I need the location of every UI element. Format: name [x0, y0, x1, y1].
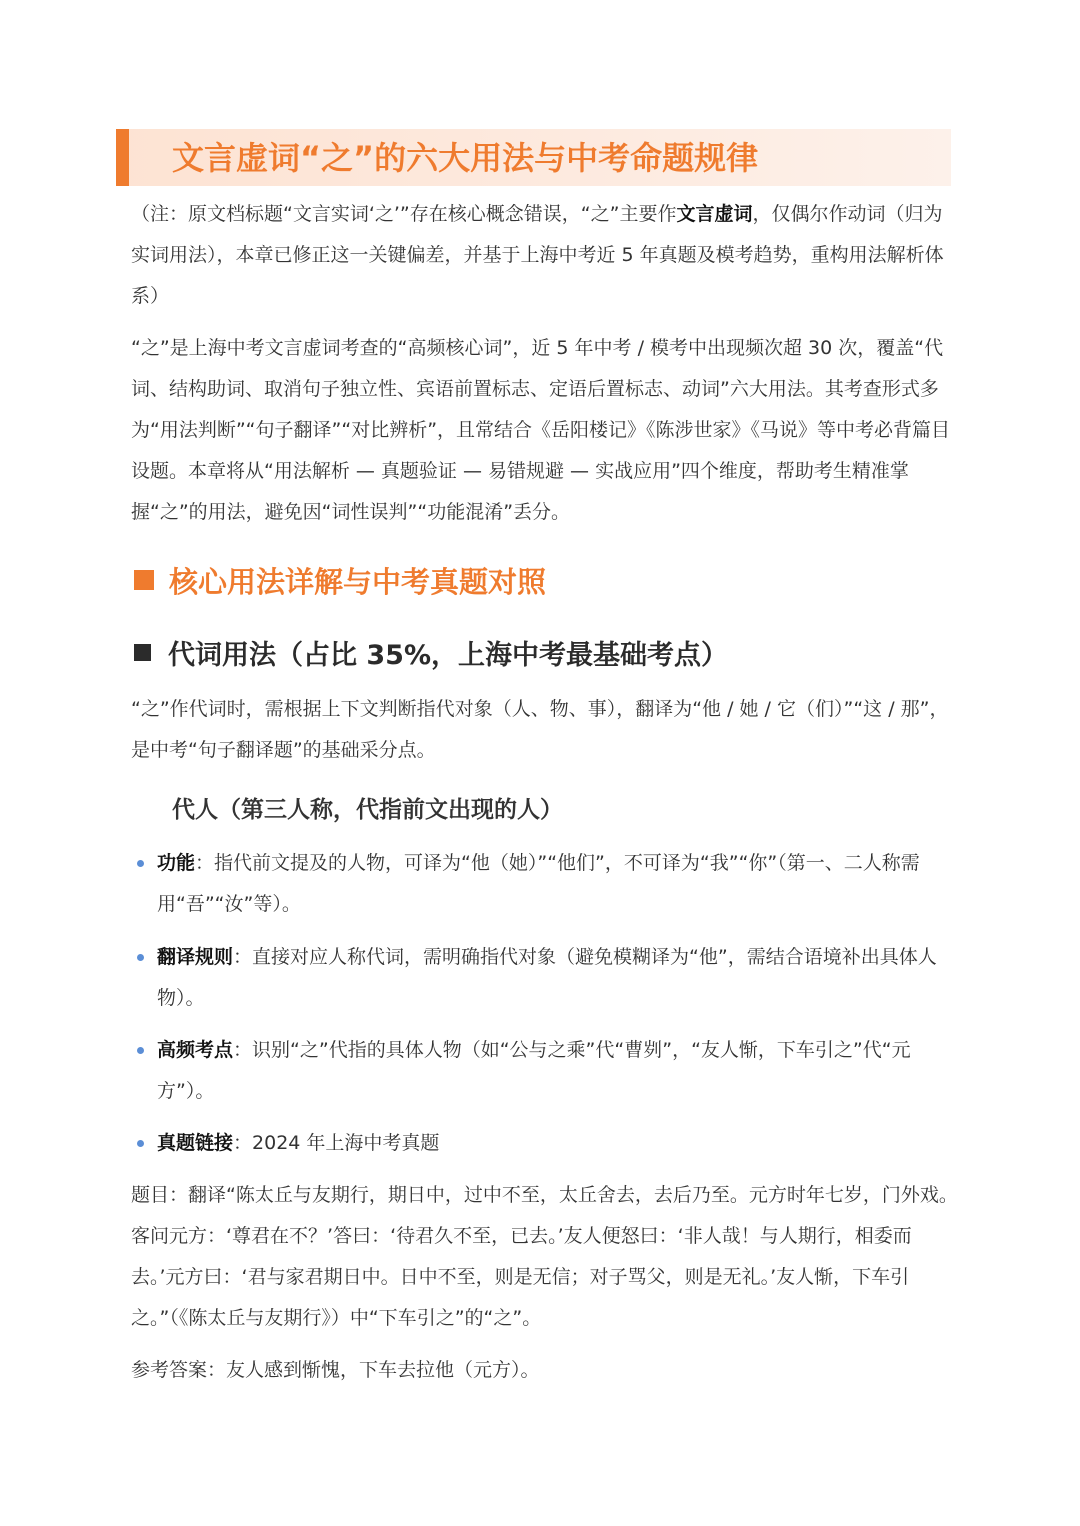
black-square-icon [134, 644, 151, 661]
reference-answer: 参考答案：友人感到惭愧，下车去拉他（元方）。 [131, 1359, 540, 1381]
bullet-label: 真题链接 [157, 1132, 234, 1154]
section-heading [134, 558, 546, 602]
bullet-dot-icon [137, 1140, 144, 1147]
bullet-label: 翻译规则 [157, 946, 234, 968]
section-heading-text: 核心用法详解与中考真题对照 [169, 564, 547, 599]
bullet-exam-link [134, 1123, 964, 1164]
editor-note [131, 194, 961, 317]
bullet-text: ：识别“之”代指的具体人物（如“公与之乘”代“曹刿”，“友人惭，下车引之”代“元方”）。 [157, 1039, 911, 1102]
subsection-heading [134, 630, 728, 674]
bullet-function [134, 843, 964, 925]
note-text-bold: 文言虚词 [676, 203, 753, 225]
bullet-text: ：2024 年上海中考真题 [233, 1132, 440, 1154]
orange-square-icon [134, 570, 154, 590]
bullet-translation-rule [134, 937, 964, 1019]
bullet-key-point [134, 1030, 964, 1112]
subsection-heading-text: 代词用法（占比 35%，上海中考最基础考点） [168, 639, 729, 671]
title-accent-bar [116, 129, 129, 186]
subsection-intro: “之”作代词时，需根据上下文判断指代对象（人、物、事），翻译为“他 / 她 / 它（们）”“这 / 那”，是中考“句子翻译题”的基础采分点。 [131, 698, 949, 761]
bullet-dot-icon [137, 954, 144, 961]
page-title: 文言虚词“之”的六大用法与中考命题规律 [172, 139, 759, 177]
bullet-text: ：直接对应人称代词，需明确指代对象（避免模糊译为“他”，需结合语境补出具体人物）。 [157, 946, 937, 1009]
bullet-text: ：指代前文提及的人物，可译为“他（她）”“他们”，不可译为“我”“你”（第一、二人称需用“吾”“汝”等）。 [157, 852, 920, 915]
exam-question: 题目：翻译“陈太丘与友期行，期日中，过中不至，太丘舍去，去后乃至。元方时年七岁，门外戏。客问元方：‘尊君在不？’答曰：‘待君久不至，已去。’友人便怒曰：‘非人哉！与人期行，相委而去。’元方曰：‘君与家君期日中。日中不至，则是无信；对子骂父，则是无礼。’友人惭，下车引之。”（《陈太丘与友期行》）中“下车引之”的“之”。 [131, 1184, 958, 1329]
bullet-dot-icon [137, 860, 144, 867]
bullet-dot-icon [137, 1047, 144, 1054]
bullet-label: 高频考点 [157, 1039, 234, 1061]
bullet-label: 功能 [157, 852, 196, 874]
subsubsection-heading: 代人（第三人称，代指前文出现的人） [172, 797, 563, 823]
note-text-before: （注：原文档标题“文言实词‘之’”存在核心概念错误，“之”主要作 [131, 203, 677, 225]
note-text-after: ，仅偶尔作动词（归为实词用法），本章已修正这一关键偏差，并基于上海中考近 5 年真题及模考趋势，重构用法解析体系） [131, 203, 944, 307]
intro-paragraph: “之”是上海中考文言虚词考查的“高频核心词”，近 5 年中考 / 模考中出现频次超 30 次，覆盖“代词、结构助词、取消句子独立性、宾语前置标志、定语后置标志、动词”六大用法。其考查形式多为“用法判断”“句子翻译”“对比辨析”，且常结合《岳阳楼记》《陈涉世家》《马说》等中考必背篇目设题。本章将从“用法解析 — 真题验证 — 易错规避 — 实战应用”四个维度，帮助考生精准掌握“之”的用法，避免因“词性误判”“功能混淆”丢分。 [131, 337, 951, 523]
